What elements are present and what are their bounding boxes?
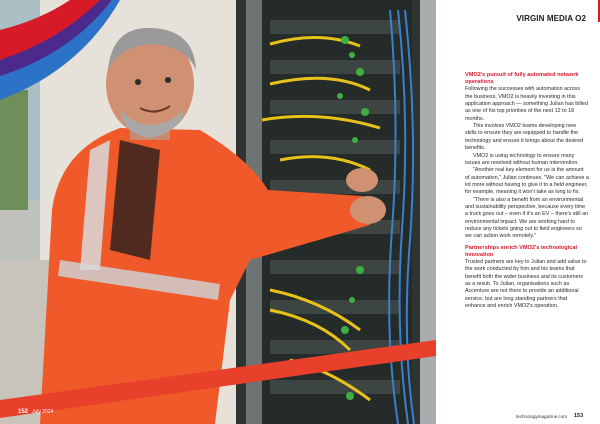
paragraph: Following the successes with automation across the business, VMO2 is heavily investing in this application approach — something Julian has billed as one of his top priorities of the next 12 to 18 months. (465, 86, 588, 122)
website-link[interactable]: technologymagazine.com (516, 414, 568, 419)
paragraph: VMO2 is using technology to ensure many issues are resolved without human intervention. (465, 152, 579, 166)
left-page-footer (0, 400, 436, 424)
section-heading: VMO2's pursuit of fully automated network operations (465, 72, 579, 86)
article-body (465, 72, 589, 310)
paragraph: This involves VMO2 teams developing new skills to ensure they are equipped to handle the technology and ensure it brings about the desired benefits. (465, 123, 584, 152)
brand-header: VIRGIN MEDIA O2 (516, 14, 586, 23)
page-number-right: 153 (574, 413, 584, 419)
page-number-left: 152 (18, 409, 29, 415)
section-heading: Partnerships enrich VMO2's technological innovation (465, 244, 577, 258)
paragraph: "Another real key element for us is the amount of automation," Julian continues. "We can achieve a lot more without having to give it to a field engineer, for example, meaning it won't take as long to fix. (465, 167, 589, 196)
article-page (436, 0, 600, 424)
issue-date: July 2024 (32, 409, 54, 415)
paragraph: "There is also a benefit from an environmental and sustainability perspective, because every time a truck goes out – even if it's an EV – there's still an environmental impact. We are working hard to reduce any tickets going out to field engineers so we can action work remotely." (465, 196, 589, 240)
paragraph: Trusted partners are key to Julian and add value to the work conducted by him and his teams that benefit both the wider business and its customers as a result. To Julian, organisations such as Accenture are not there to provide an additional service, but are long standing partners that enhance and enrich VMO2's operation. (465, 259, 587, 310)
